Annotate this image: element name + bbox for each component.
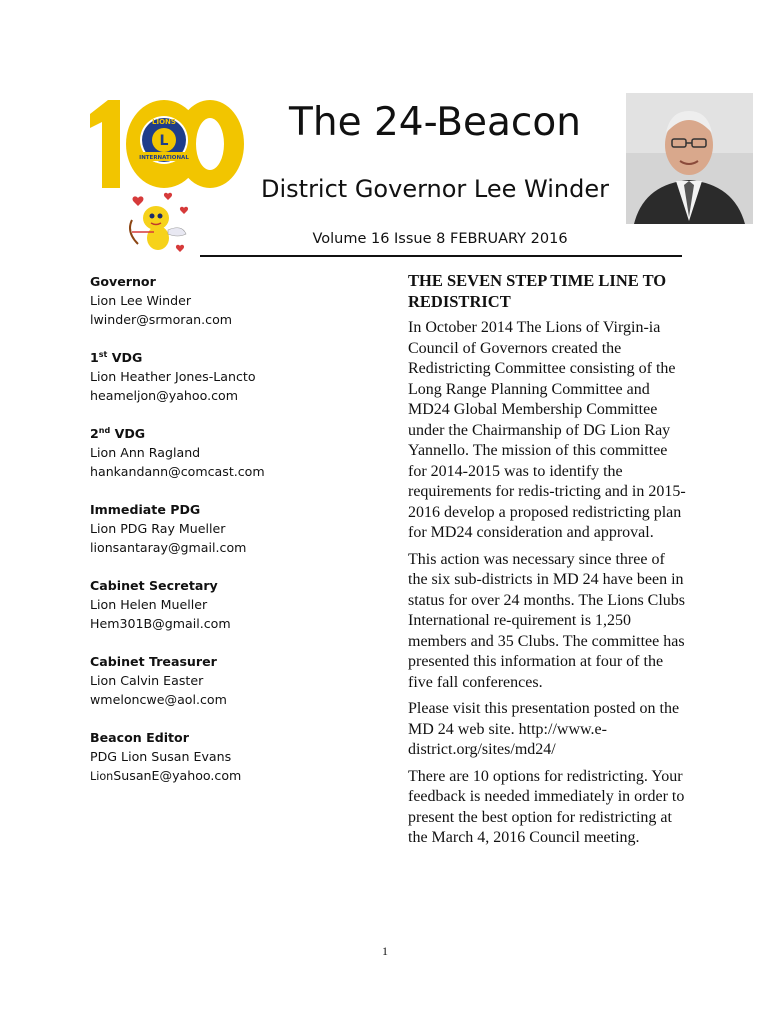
officer-beacon-editor xyxy=(90,728,330,786)
page-number: 1 xyxy=(382,944,388,958)
officer-email[interactable]: lionsantaray@gmail.com xyxy=(90,540,247,555)
officer-name: Lion PDG Ray Mueller xyxy=(90,521,226,536)
officer-name: Lion Helen Mueller xyxy=(90,597,208,612)
logo-sub-text: INTERNATIONAL xyxy=(139,155,189,161)
article-paragraph: Please visit this presentation posted on the MD 24 web site. http://www.e-district.org/sites/md24/ xyxy=(408,700,680,758)
article-paragraph: In October 2014 The Lions of Virgin-ia Council of Governors created the Redistricting Committee consisting of the Long Range Planning Committee and MD24 Global Membership Committee under the Chairmanship of DG Lion Ray Yannello. The mission of this committee for 2014-2015 was to identify the requirements for redis-tricting and in 2015-2016 develop a proposed redistricting plan for MD24 consideration and approval. xyxy=(408,319,686,541)
officer-title: 1st VDG xyxy=(90,350,143,365)
officer-name: Lion Calvin Easter xyxy=(90,673,204,688)
main-article xyxy=(408,271,686,855)
officer-governor xyxy=(90,272,330,329)
officer-title: Beacon Editor xyxy=(90,730,189,745)
cupid-clipart xyxy=(118,190,196,262)
officer-first-vdg xyxy=(90,348,330,405)
officer-title: Cabinet Treasurer xyxy=(90,654,217,669)
governor-photo xyxy=(626,93,753,224)
officer-name: PDG Lion Susan Evans xyxy=(90,749,232,764)
officer-name: Lion Ann Ragland xyxy=(90,445,201,460)
officer-second-vdg xyxy=(90,424,330,481)
logo-letter: L xyxy=(159,133,169,149)
officer-email[interactable]: wmeloncwe@aol.com xyxy=(90,692,227,707)
article-paragraph: This action was necessary since three of the six sub-districts in MD 24 have been in status for over 24 months. The Lions Clubs International re-quirement is 1,250 members and 35 Clubs. The committee has presented this information at four of the five fall conferences. xyxy=(408,550,686,691)
officer-email[interactable]: lwinder@srmoran.com xyxy=(90,312,233,327)
officer-email[interactable]: heameljon@yahoo.com xyxy=(90,388,238,403)
article-paragraph: There are 10 options for redistricting. Your feedback is needed immediately in order to present the best option for redistricting at the March 4, 2016 Council meeting. xyxy=(408,767,685,846)
article-title: THE SEVEN STEP TIME LINE TO REDISTRICT xyxy=(408,271,667,311)
officer-title: Immediate PDG xyxy=(90,502,201,517)
newsletter-subtitle: District Governor Lee Winder xyxy=(261,175,609,203)
officer-email[interactable]: Hem301B@gmail.com xyxy=(90,616,231,631)
header-divider xyxy=(200,255,682,257)
officer-name: Lion Heather Jones-Lancto xyxy=(90,369,256,384)
officer-email[interactable]: LionSusanE@yahoo.com xyxy=(90,768,242,783)
officer-immediate-pdg xyxy=(90,500,330,557)
officer-cabinet-treasurer xyxy=(90,652,330,709)
officer-title: Governor xyxy=(90,274,156,289)
officer-title: 2nd VDG xyxy=(90,426,146,441)
officer-cabinet-secretary xyxy=(90,576,330,633)
officer-name: Lion Lee Winder xyxy=(90,293,192,308)
officers-sidebar xyxy=(90,272,330,805)
officer-email[interactable]: hankandann@comcast.com xyxy=(90,464,265,479)
volume-issue-line: Volume 16 Issue 8 FEBRUARY 2016 xyxy=(312,231,568,247)
newsletter-title: The 24-Beacon xyxy=(289,100,581,145)
logo-ring-text: LIONS xyxy=(152,118,176,126)
officer-title: Cabinet Secretary xyxy=(90,578,218,593)
